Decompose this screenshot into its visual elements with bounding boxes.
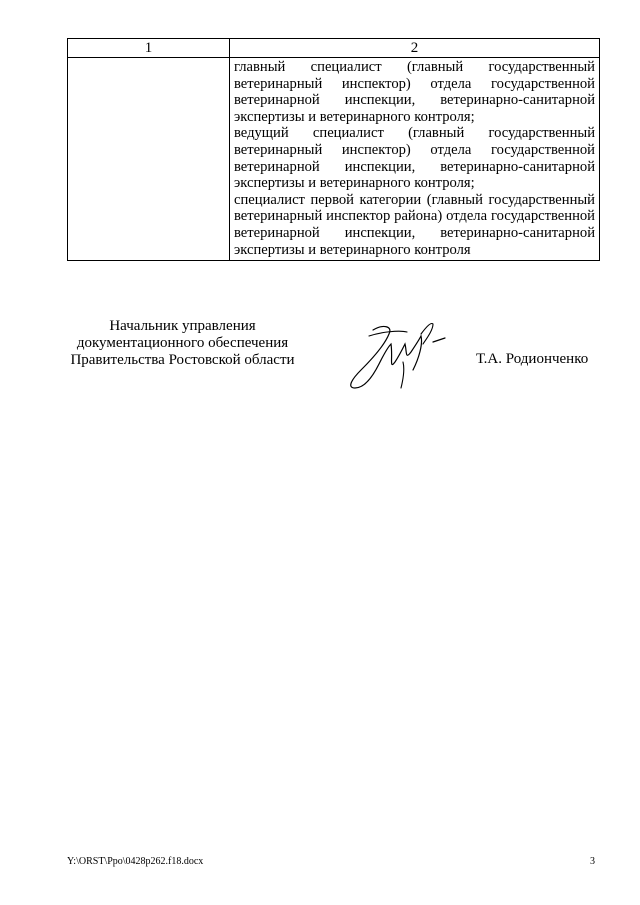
signatory-title-line: Начальник управления [109,318,256,334]
column-header-1: 1 [68,39,230,58]
table-cell-col2 [230,58,600,261]
table-cell-col1 [68,58,230,261]
column-header-2: 2 [230,39,600,58]
footer-file-path: Y:\ORST\Ppo\0428p262.f18.docx [67,856,204,867]
table-header-row [68,39,600,58]
position-item-leading-specialist: ведущий специалист (главный государственный ветеринарный инспектор) отдела государственной ветеринарной инспекции, ветеринарно-санитарной экспертизы и ветеринарного контроля; [234,125,595,192]
signatory-name: Т.А. Родионченко [476,351,589,367]
position-list [230,58,599,260]
position-item-first-category-specialist: специалист первой категории (главный государственный ветеринарный инспектор района) отдела государственной ветеринарной инспекции, ветеринарно-санитарной экспертизы и ветеринарного контроля [234,191,595,258]
appendix-table [67,38,600,261]
handwritten-signature [343,318,453,393]
signatory-title [60,318,305,369]
position-item-chief-specialist: главный специалист (главный государственный ветеринарный инспектор) отдела государственной ветеринарной инспекции, ветеринарно-санитарной экспертизы и ветеринарного контроля; [234,59,595,125]
signatory-title-line: Правительства Ростовской области [70,352,295,368]
table-row [68,58,600,261]
page-number: 3 [590,856,595,867]
signatory-title-line: документационного обеспечения [76,335,289,351]
